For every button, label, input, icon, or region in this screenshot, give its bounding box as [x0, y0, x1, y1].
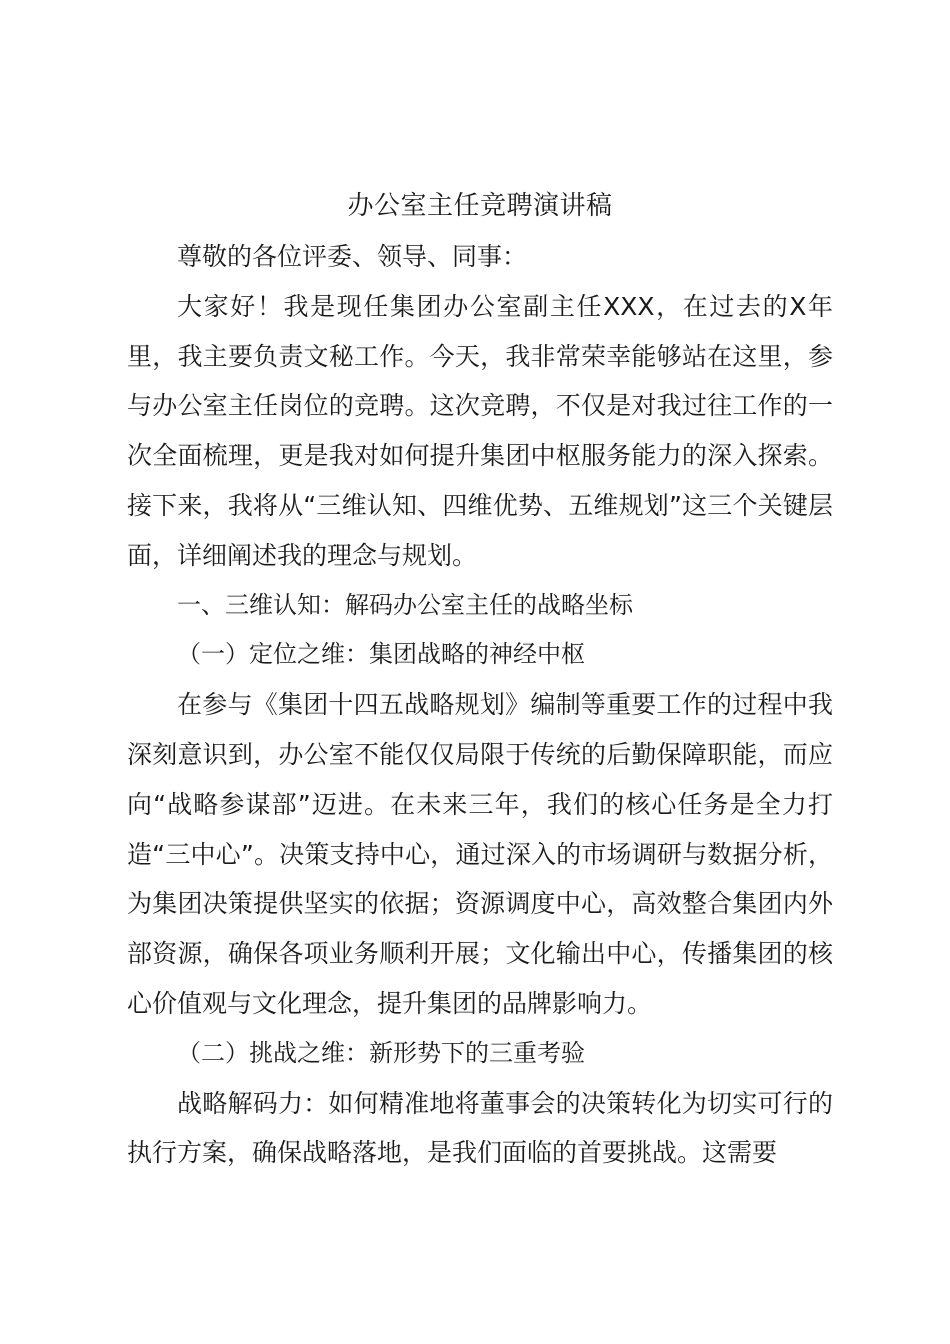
document-title: 办公室主任竞聘演讲稿: [347, 191, 613, 221]
subsection-heading-1-1: （一）定位之维：集团战略的神经中枢: [177, 640, 585, 669]
document-body: [127, 180, 833, 1178]
paragraph-challenges: 战略解码力：如何精准地将董事会的决策转化为切实可行的执行方案，确保战略落地，是我们面临的首要挑战。这需要: [127, 1088, 833, 1168]
paragraph-intro: 大家好！我是现任集团办公室副主任XXX，在过去的X年里，我主要负责文秘工作。今天，我非常荣幸能够站在这里，参与办公室主任岗位的竞聘。这次竞聘，不仅是对我过往工作的一次全面梳理，更是我对如何提升集团中枢服务能力的深入探索。接下来，我将从“三维认知、四维优势、五维规划”这三个关键层面，详细阐述我的理念与规划。: [127, 291, 833, 570]
section-heading-1: 一、三维认知：解码办公室主任的战略坐标: [177, 590, 633, 619]
salutation: 尊敬的各位评委、领导、同事：: [177, 242, 528, 271]
paragraph-positioning: 在参与《集团十四五战略规划》编制等重要工作的过程中我深刻意识到，办公室不能仅仅局限于传统的后勤保障职能，而应向“战略参谋部”迈进。在未来三年，我们的核心任务是全力打造“三中心”。决策支持中心，通过深入的市场调研与数据分析，为集团决策提供坚实的依据；资源调度中心，高效整合集团内外部资源，确保各项业务顺利开展；文化输出中心，传播集团的核心价值观与文化理念，提升集团的品牌影响力。: [127, 690, 833, 1018]
subsection-heading-1-2: （二）挑战之维：新形势下的三重考验: [177, 1038, 585, 1067]
